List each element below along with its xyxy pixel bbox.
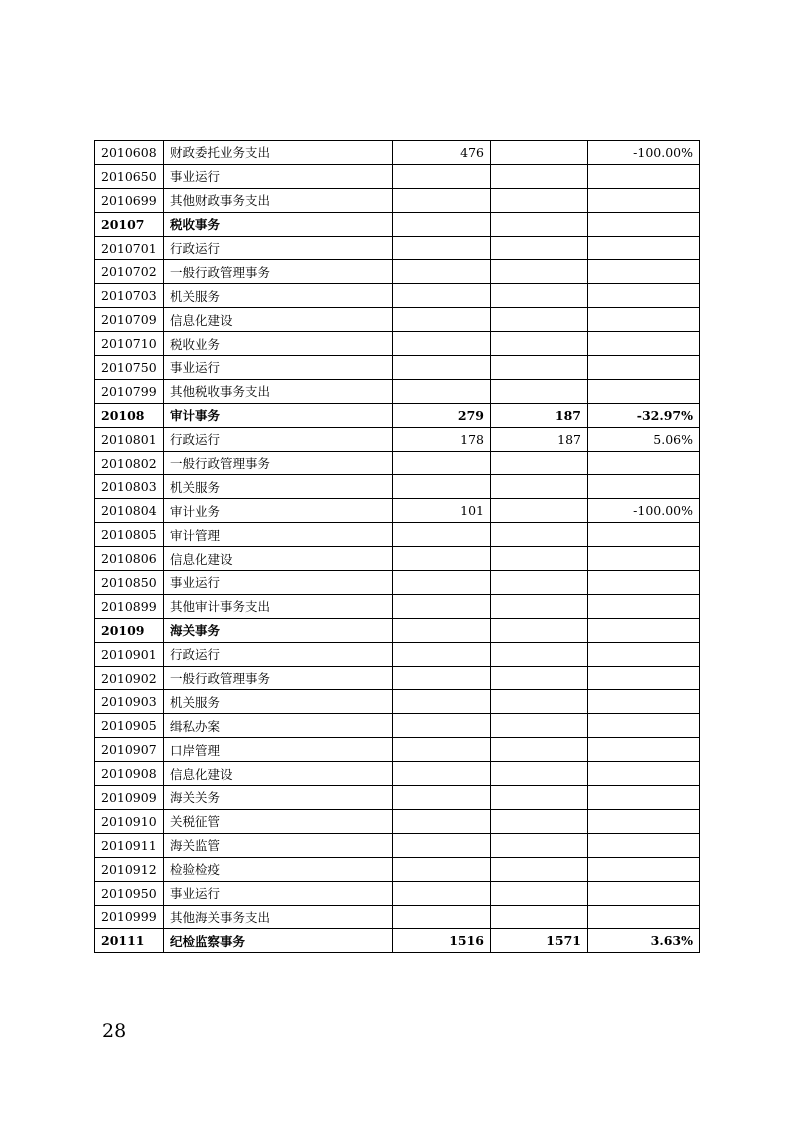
table-row bbox=[95, 547, 700, 571]
row-code-cell: 2010703 bbox=[95, 284, 164, 308]
table-row bbox=[95, 642, 700, 666]
row-value1-cell bbox=[393, 284, 491, 308]
row-value1-cell: 178 bbox=[393, 427, 491, 451]
row-value1-cell bbox=[393, 523, 491, 547]
row-code-cell: 2010950 bbox=[95, 881, 164, 905]
row-code-cell: 2010802 bbox=[95, 451, 164, 475]
row-name-cell: 其他审计事务支出 bbox=[164, 594, 393, 618]
row-change-cell bbox=[588, 666, 700, 690]
row-value2-cell bbox=[491, 141, 588, 165]
table-row bbox=[95, 523, 700, 547]
row-name-cell: 事业运行 bbox=[164, 571, 393, 595]
row-code-cell: 2010911 bbox=[95, 833, 164, 857]
row-change-cell bbox=[588, 690, 700, 714]
row-name-cell: 机关服务 bbox=[164, 284, 393, 308]
table-row bbox=[95, 714, 700, 738]
table-row bbox=[95, 308, 700, 332]
row-name-cell: 其他税收事务支出 bbox=[164, 379, 393, 403]
row-value2-cell bbox=[491, 666, 588, 690]
row-value1-cell bbox=[393, 212, 491, 236]
row-change-cell bbox=[588, 379, 700, 403]
row-code-cell: 2010806 bbox=[95, 547, 164, 571]
row-code-cell: 2010608 bbox=[95, 141, 164, 165]
row-name-cell: 事业运行 bbox=[164, 881, 393, 905]
row-change-cell bbox=[588, 451, 700, 475]
row-code-cell: 2010908 bbox=[95, 762, 164, 786]
page-number: 28 bbox=[102, 1020, 127, 1042]
row-change-cell bbox=[588, 332, 700, 356]
row-name-cell: 其他海关事务支出 bbox=[164, 905, 393, 929]
row-value1-cell bbox=[393, 762, 491, 786]
row-code-cell: 20109 bbox=[95, 618, 164, 642]
table-row bbox=[95, 929, 700, 953]
row-value2-cell bbox=[491, 738, 588, 762]
row-name-cell: 机关服务 bbox=[164, 475, 393, 499]
row-code-cell: 2010899 bbox=[95, 594, 164, 618]
row-value2-cell bbox=[491, 905, 588, 929]
row-name-cell: 海关监管 bbox=[164, 833, 393, 857]
row-change-cell bbox=[588, 475, 700, 499]
row-change-cell bbox=[588, 786, 700, 810]
row-value1-cell: 279 bbox=[393, 403, 491, 427]
row-value2-cell bbox=[491, 188, 588, 212]
table-row bbox=[95, 594, 700, 618]
row-value2-cell bbox=[491, 594, 588, 618]
row-change-cell bbox=[588, 618, 700, 642]
row-change-cell bbox=[588, 762, 700, 786]
row-name-cell: 事业运行 bbox=[164, 164, 393, 188]
row-change-cell bbox=[588, 356, 700, 380]
table-row bbox=[95, 666, 700, 690]
row-value1-cell bbox=[393, 786, 491, 810]
row-change-cell bbox=[588, 236, 700, 260]
row-change-cell bbox=[588, 212, 700, 236]
row-value2-cell bbox=[491, 475, 588, 499]
table-row bbox=[95, 188, 700, 212]
row-change-cell bbox=[588, 523, 700, 547]
row-change-cell bbox=[588, 809, 700, 833]
row-change-cell bbox=[588, 738, 700, 762]
row-code-cell: 2010902 bbox=[95, 666, 164, 690]
table-row bbox=[95, 786, 700, 810]
row-change-cell bbox=[588, 188, 700, 212]
row-value2-cell bbox=[491, 833, 588, 857]
row-name-cell: 一般行政管理事务 bbox=[164, 666, 393, 690]
row-value2-cell bbox=[491, 164, 588, 188]
table-row bbox=[95, 212, 700, 236]
row-name-cell: 一般行政管理事务 bbox=[164, 260, 393, 284]
row-change-cell bbox=[588, 905, 700, 929]
row-code-cell: 2010750 bbox=[95, 356, 164, 380]
row-value2-cell bbox=[491, 714, 588, 738]
row-code-cell: 2010804 bbox=[95, 499, 164, 523]
table-row bbox=[95, 618, 700, 642]
row-change-cell bbox=[588, 714, 700, 738]
budget-table bbox=[94, 140, 700, 953]
row-code-cell: 2010850 bbox=[95, 571, 164, 595]
row-value1-cell bbox=[393, 547, 491, 571]
row-value1-cell bbox=[393, 308, 491, 332]
row-change-cell bbox=[588, 594, 700, 618]
row-value2-cell bbox=[491, 379, 588, 403]
row-value1-cell bbox=[393, 475, 491, 499]
row-code-cell: 2010702 bbox=[95, 260, 164, 284]
table-row bbox=[95, 475, 700, 499]
table-row bbox=[95, 427, 700, 451]
row-value2-cell bbox=[491, 523, 588, 547]
row-value1-cell: 101 bbox=[393, 499, 491, 523]
row-name-cell: 检验检疫 bbox=[164, 857, 393, 881]
row-value2-cell bbox=[491, 260, 588, 284]
row-value1-cell bbox=[393, 332, 491, 356]
row-name-cell: 信息化建设 bbox=[164, 762, 393, 786]
row-value1-cell bbox=[393, 642, 491, 666]
row-change-cell: 5.06% bbox=[588, 427, 700, 451]
row-name-cell: 机关服务 bbox=[164, 690, 393, 714]
row-change-cell bbox=[588, 284, 700, 308]
row-code-cell: 2010709 bbox=[95, 308, 164, 332]
row-value1-cell bbox=[393, 260, 491, 284]
row-name-cell: 海关关务 bbox=[164, 786, 393, 810]
row-value2-cell bbox=[491, 499, 588, 523]
row-change-cell: -100.00% bbox=[588, 141, 700, 165]
row-code-cell: 2010999 bbox=[95, 905, 164, 929]
row-change-cell bbox=[588, 833, 700, 857]
row-change-cell: 3.63% bbox=[588, 929, 700, 953]
row-name-cell: 关税征管 bbox=[164, 809, 393, 833]
row-name-cell: 事业运行 bbox=[164, 356, 393, 380]
row-value1-cell bbox=[393, 188, 491, 212]
table-row bbox=[95, 236, 700, 260]
row-code-cell: 2010710 bbox=[95, 332, 164, 356]
row-change-cell bbox=[588, 571, 700, 595]
table-row bbox=[95, 905, 700, 929]
row-value1-cell bbox=[393, 857, 491, 881]
row-value1-cell bbox=[393, 164, 491, 188]
row-value1-cell bbox=[393, 738, 491, 762]
table-row bbox=[95, 809, 700, 833]
row-value2-cell bbox=[491, 690, 588, 714]
row-name-cell: 其他财政事务支出 bbox=[164, 188, 393, 212]
row-value1-cell bbox=[393, 714, 491, 738]
row-code-cell: 20107 bbox=[95, 212, 164, 236]
table-row bbox=[95, 332, 700, 356]
row-value1-cell bbox=[393, 809, 491, 833]
row-value2-cell bbox=[491, 762, 588, 786]
table-row bbox=[95, 499, 700, 523]
row-value1-cell bbox=[393, 594, 491, 618]
row-value1-cell bbox=[393, 833, 491, 857]
row-value2-cell: 1571 bbox=[491, 929, 588, 953]
row-change-cell bbox=[588, 857, 700, 881]
row-name-cell: 税收事务 bbox=[164, 212, 393, 236]
row-name-cell: 行政运行 bbox=[164, 236, 393, 260]
row-change-cell: -32.97% bbox=[588, 403, 700, 427]
row-name-cell: 税收业务 bbox=[164, 332, 393, 356]
table-row bbox=[95, 881, 700, 905]
row-value2-cell bbox=[491, 332, 588, 356]
row-value1-cell bbox=[393, 618, 491, 642]
row-code-cell: 2010801 bbox=[95, 427, 164, 451]
row-value2-cell bbox=[491, 618, 588, 642]
row-value2-cell: 187 bbox=[491, 427, 588, 451]
row-code-cell: 2010910 bbox=[95, 809, 164, 833]
table-row bbox=[95, 260, 700, 284]
table-row bbox=[95, 164, 700, 188]
row-value1-cell: 476 bbox=[393, 141, 491, 165]
row-value2-cell bbox=[491, 284, 588, 308]
row-code-cell: 20108 bbox=[95, 403, 164, 427]
row-value1-cell bbox=[393, 571, 491, 595]
row-name-cell: 一般行政管理事务 bbox=[164, 451, 393, 475]
row-value1-cell bbox=[393, 236, 491, 260]
row-value2-cell bbox=[491, 642, 588, 666]
row-name-cell: 审计事务 bbox=[164, 403, 393, 427]
row-value1-cell bbox=[393, 451, 491, 475]
row-value1-cell bbox=[393, 666, 491, 690]
row-name-cell: 审计管理 bbox=[164, 523, 393, 547]
row-name-cell: 行政运行 bbox=[164, 642, 393, 666]
row-code-cell: 2010905 bbox=[95, 714, 164, 738]
row-code-cell: 2010805 bbox=[95, 523, 164, 547]
table-row bbox=[95, 356, 700, 380]
row-code-cell: 20111 bbox=[95, 929, 164, 953]
row-value2-cell bbox=[491, 571, 588, 595]
row-code-cell: 2010699 bbox=[95, 188, 164, 212]
row-name-cell: 海关事务 bbox=[164, 618, 393, 642]
row-name-cell: 信息化建设 bbox=[164, 547, 393, 571]
row-name-cell: 审计业务 bbox=[164, 499, 393, 523]
row-change-cell bbox=[588, 164, 700, 188]
row-change-cell bbox=[588, 881, 700, 905]
row-change-cell bbox=[588, 260, 700, 284]
row-code-cell: 2010909 bbox=[95, 786, 164, 810]
row-value2-cell bbox=[491, 547, 588, 571]
table-row bbox=[95, 141, 700, 165]
table-row bbox=[95, 690, 700, 714]
row-name-cell: 信息化建设 bbox=[164, 308, 393, 332]
row-value2-cell bbox=[491, 451, 588, 475]
table-row bbox=[95, 857, 700, 881]
row-value2-cell bbox=[491, 308, 588, 332]
row-name-cell: 缉私办案 bbox=[164, 714, 393, 738]
table-row bbox=[95, 284, 700, 308]
row-name-cell: 口岸管理 bbox=[164, 738, 393, 762]
row-code-cell: 2010803 bbox=[95, 475, 164, 499]
table-row bbox=[95, 451, 700, 475]
row-code-cell: 2010799 bbox=[95, 379, 164, 403]
row-value2-cell bbox=[491, 857, 588, 881]
row-value1-cell bbox=[393, 379, 491, 403]
row-code-cell: 2010901 bbox=[95, 642, 164, 666]
row-value1-cell bbox=[393, 356, 491, 380]
row-value2-cell bbox=[491, 881, 588, 905]
row-name-cell: 行政运行 bbox=[164, 427, 393, 451]
table-row bbox=[95, 738, 700, 762]
table-row bbox=[95, 833, 700, 857]
row-code-cell: 2010650 bbox=[95, 164, 164, 188]
row-change-cell bbox=[588, 308, 700, 332]
row-change-cell bbox=[588, 547, 700, 571]
row-value1-cell bbox=[393, 881, 491, 905]
row-value1-cell: 1516 bbox=[393, 929, 491, 953]
row-value2-cell: 187 bbox=[491, 403, 588, 427]
table-row bbox=[95, 762, 700, 786]
row-change-cell bbox=[588, 642, 700, 666]
table-row bbox=[95, 403, 700, 427]
row-value2-cell bbox=[491, 786, 588, 810]
row-name-cell: 纪检监察事务 bbox=[164, 929, 393, 953]
table-row bbox=[95, 379, 700, 403]
row-code-cell: 2010701 bbox=[95, 236, 164, 260]
row-value2-cell bbox=[491, 212, 588, 236]
row-code-cell: 2010912 bbox=[95, 857, 164, 881]
row-value2-cell bbox=[491, 356, 588, 380]
row-value2-cell bbox=[491, 809, 588, 833]
budget-table-body bbox=[95, 141, 700, 953]
row-name-cell: 财政委托业务支出 bbox=[164, 141, 393, 165]
table-row bbox=[95, 571, 700, 595]
row-value1-cell bbox=[393, 690, 491, 714]
row-value1-cell bbox=[393, 905, 491, 929]
row-code-cell: 2010903 bbox=[95, 690, 164, 714]
row-change-cell: -100.00% bbox=[588, 499, 700, 523]
row-code-cell: 2010907 bbox=[95, 738, 164, 762]
row-value2-cell bbox=[491, 236, 588, 260]
